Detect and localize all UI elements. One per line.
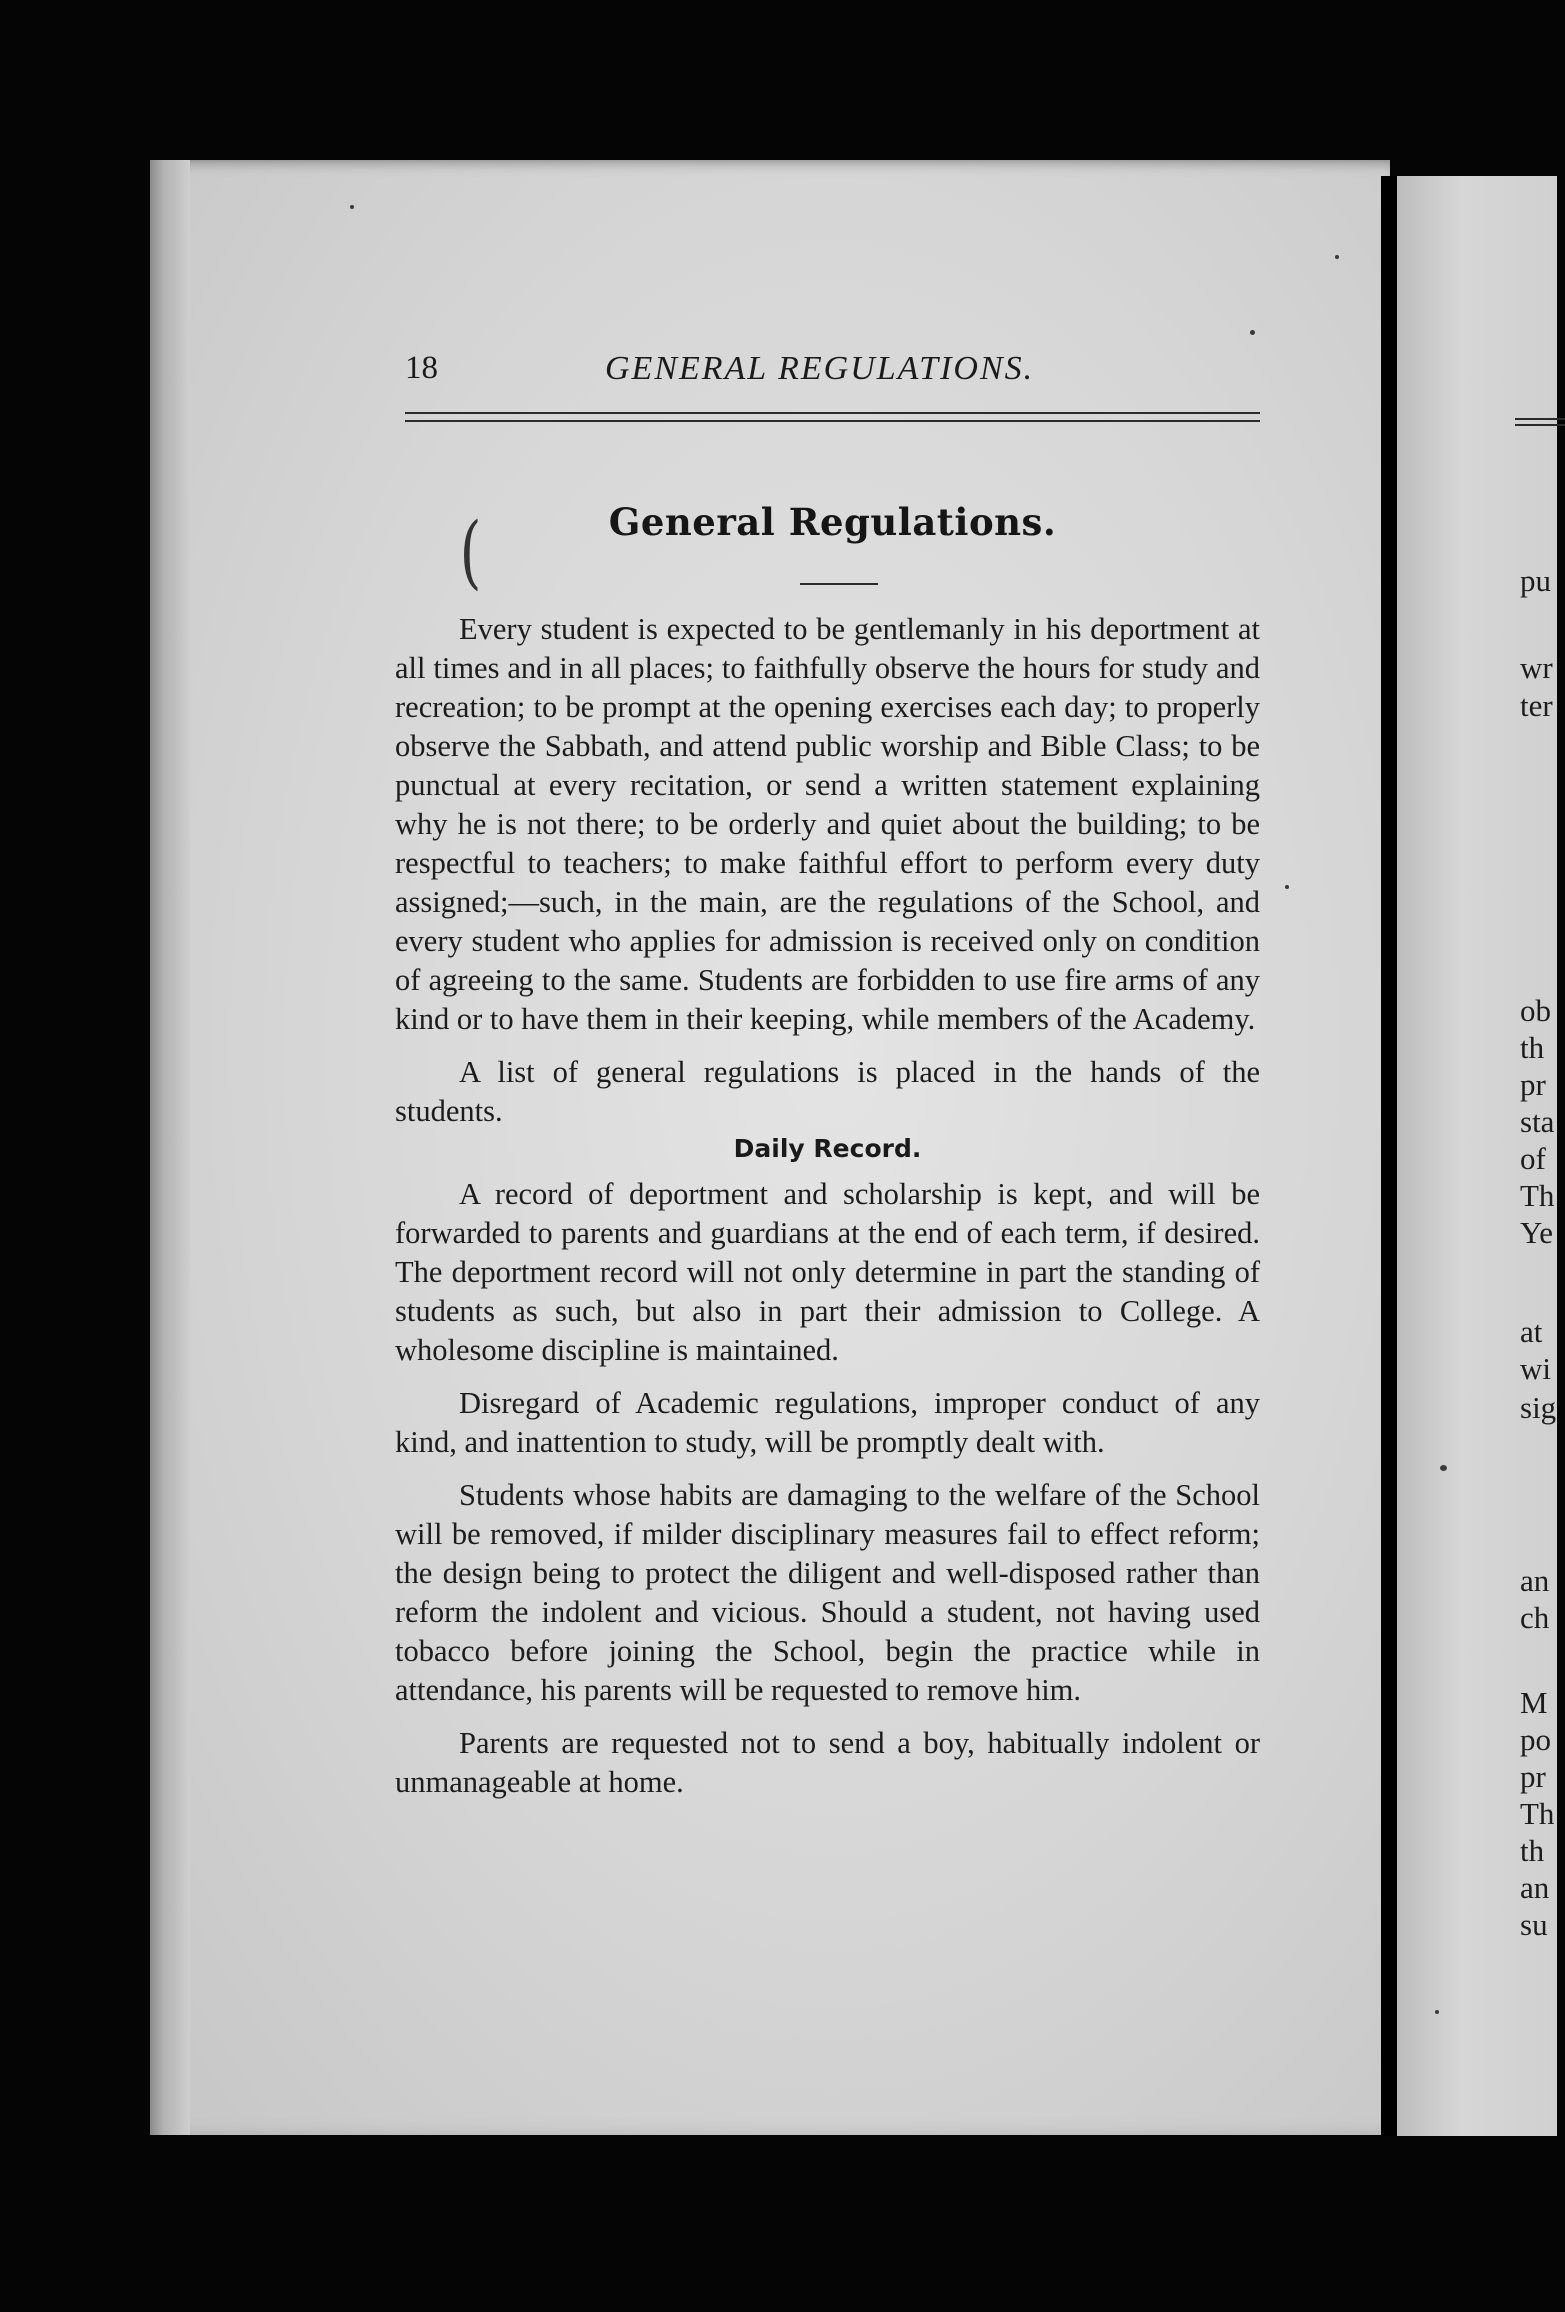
next-page-fragment: th xyxy=(1520,1833,1545,1868)
next-page-head-rule xyxy=(1515,418,1565,426)
paragraph-regulations-list: A list of general regulations is placed in the hands of the students. xyxy=(395,1055,1260,1128)
next-page-fragment: th xyxy=(1520,1030,1545,1065)
next-page-fragment: of xyxy=(1520,1141,1546,1176)
paragraph-habits: Students whose habits are damaging to the welfare of the School will be removed, if milder disciplinary measures fail to effect reform; the design being to protect the diligent and well-disposed rather than reform the indolent and vicious. Should a student, not having used tobacco before joining the School, begin the practice while in attendance, his parents will be requested to remove him. xyxy=(395,1478,1260,1707)
next-page-fragment: po xyxy=(1520,1722,1551,1757)
next-page-fragment: wi xyxy=(1520,1351,1551,1386)
next-page-fragment: ch xyxy=(1520,1600,1550,1635)
next-page-fragment: pu xyxy=(1520,563,1551,598)
scan-speck xyxy=(1335,255,1339,259)
next-page-fragment: Th xyxy=(1520,1796,1555,1831)
page-spine-shadow xyxy=(150,160,190,2135)
running-head: GENERAL REGULATIONS. xyxy=(605,350,1035,387)
scan-speck xyxy=(1250,330,1255,335)
next-page-fragment: Th xyxy=(1520,1178,1555,1213)
scan-speck xyxy=(350,205,354,209)
next-page-fragment: ob xyxy=(1520,993,1551,1028)
paragraph-parents: Parents are requested not to send a boy, habitually indolent or unmanageable at home. xyxy=(395,1726,1260,1799)
next-page-fragment: pr xyxy=(1520,1067,1546,1102)
next-page-fragment: sig xyxy=(1520,1390,1557,1425)
head-rule xyxy=(405,412,1260,422)
page-number: 18 xyxy=(405,350,438,386)
title-rule xyxy=(800,583,878,585)
next-page-fragment: su xyxy=(1520,1907,1548,1942)
next-page-fragment: sta xyxy=(1520,1104,1555,1139)
next-page-fragment: M xyxy=(1520,1685,1548,1720)
next-page-fragment: at xyxy=(1520,1314,1543,1349)
paragraph-conduct: Every student is expected to be gentlemanly in his deportment at all times and in all places; to faithfully observe the hours for study and recreation; to be prompt at the opening exercises each day; to properly observe the Sabbath, and attend public worship and Bible Class; to be punctual at every recitation, or send a written statement explaining why he is not there; to be orderly and quiet about the building; to be respectful to teachers; to make faithful effort to perform every duty assigned;—such, in the main, are the regulations of the School, and every student who applies for admission is received only on condition of agreeing to the same. Students are forbidden to use fire arms of any kind or to have them in their keeping, while members of the Academy. xyxy=(395,612,1260,1036)
daily-record-heading: Daily Record. xyxy=(733,1134,922,1163)
paragraph-disregard: Disregard of Academic regulations, improper conduct of any kind, and inattention to study, will be promptly dealt with. xyxy=(395,1386,1260,1459)
next-page-fragment: ter xyxy=(1520,688,1553,723)
section-title: General Regulations. xyxy=(608,500,1057,544)
next-page-fragment: Ye xyxy=(1520,1215,1554,1250)
body-text xyxy=(395,610,1260,1816)
book-gutter xyxy=(1381,176,1397,2136)
margin-bracket-mark: ( xyxy=(459,505,482,598)
next-page-fragment: pr xyxy=(1520,1759,1546,1794)
scan-speck xyxy=(1440,1465,1447,1471)
next-page-fragment: an xyxy=(1520,1563,1550,1598)
scan-speck xyxy=(1435,2010,1439,2014)
next-page-fragment: an xyxy=(1520,1870,1550,1905)
next-page-fragment: wr xyxy=(1520,650,1553,685)
paragraph-record: A record of deportment and scholarship is kept, and will be forwarded to parents and guardians at the end of each term, if desired. The deportment record will not only determine in part the standing of students as such, but also in part their admission to College. A wholesome discipline is maintained. xyxy=(395,1177,1260,1367)
scan-speck xyxy=(1285,885,1289,889)
